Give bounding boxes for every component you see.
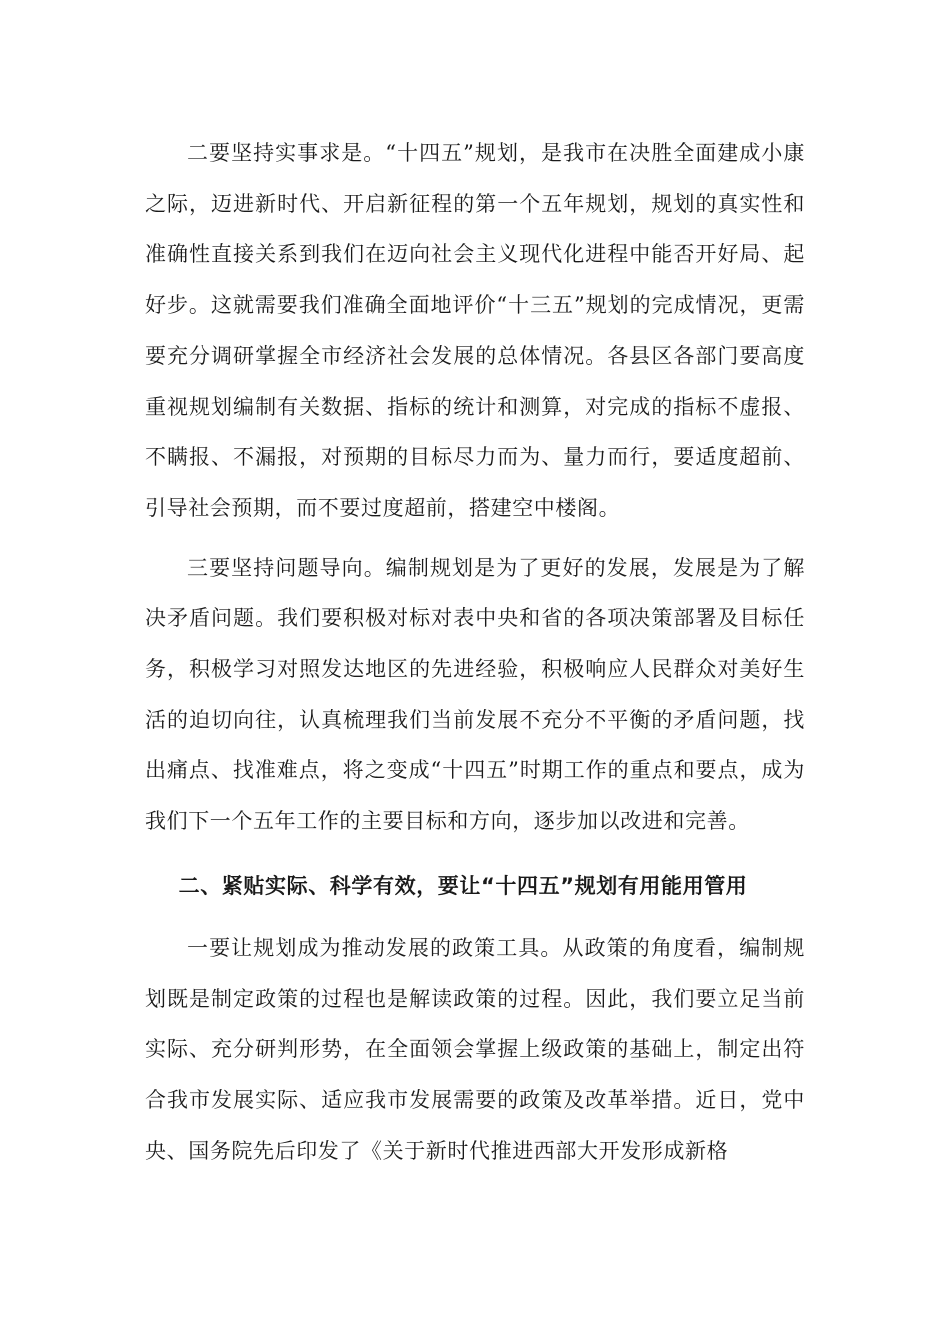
section-heading: 二、紧贴实际、科学有效，要让“十四五”规划有用能用管用 — [178, 873, 748, 898]
body-paragraph: 二要坚持实事求是。“十四五”规划，是我市在决胜全面建成小康之际，迈进新时代、开启新征程的第一个五年规划，规划的真实性和准确性直接关系到我们在迈向社会主义现代化进程中能否开好局、起好步。这就需要我们准确全面地评价“十三五”规划的完成情况，更需要充分调研掌握全市经济社会发展的总体情况。各县区各部门要高度重视规划编制有关数据、指标的统计和测算，对完成的指标不虚报、不瞒报、不漏报，对预期的目标尽力而为、量力而行，要适度超前、引导社会预期，而不要过度超前，搭建空中楼阁。 — [145, 141, 805, 520]
body-paragraph: 一要让规划成为推动发展的政策工具。从政策的角度看，编制规划既是制定政策的过程也是解读政策的过程。因此，我们要立足当前实际、充分研判形势，在全面领会掌握上级政策的基础上，制定出符合我市发展实际、适应我市发展需要的政策及改革举措。近日，党中央、国务院先后印发了《关于新时代推进西部大开发形成新格 — [145, 935, 805, 1163]
body-paragraph: 三要坚持问题导向。编制规划是为了更好的发展，发展是为了解决矛盾问题。我们要积极对标对表中央和省的各项决策部署及目标任务，积极学习对照发达地区的先进经验，积极响应人民群众对美好生活的迫切向往，认真梳理我们当前发展不充分不平衡的矛盾问题，找出痛点、找准难点，将之变成“十四五”时期工作的重点和要点，成为我们下一个五年工作的主要目标和方向，逐步加以改进和完善。 — [145, 555, 805, 834]
document-page — [145, 128, 805, 1176]
